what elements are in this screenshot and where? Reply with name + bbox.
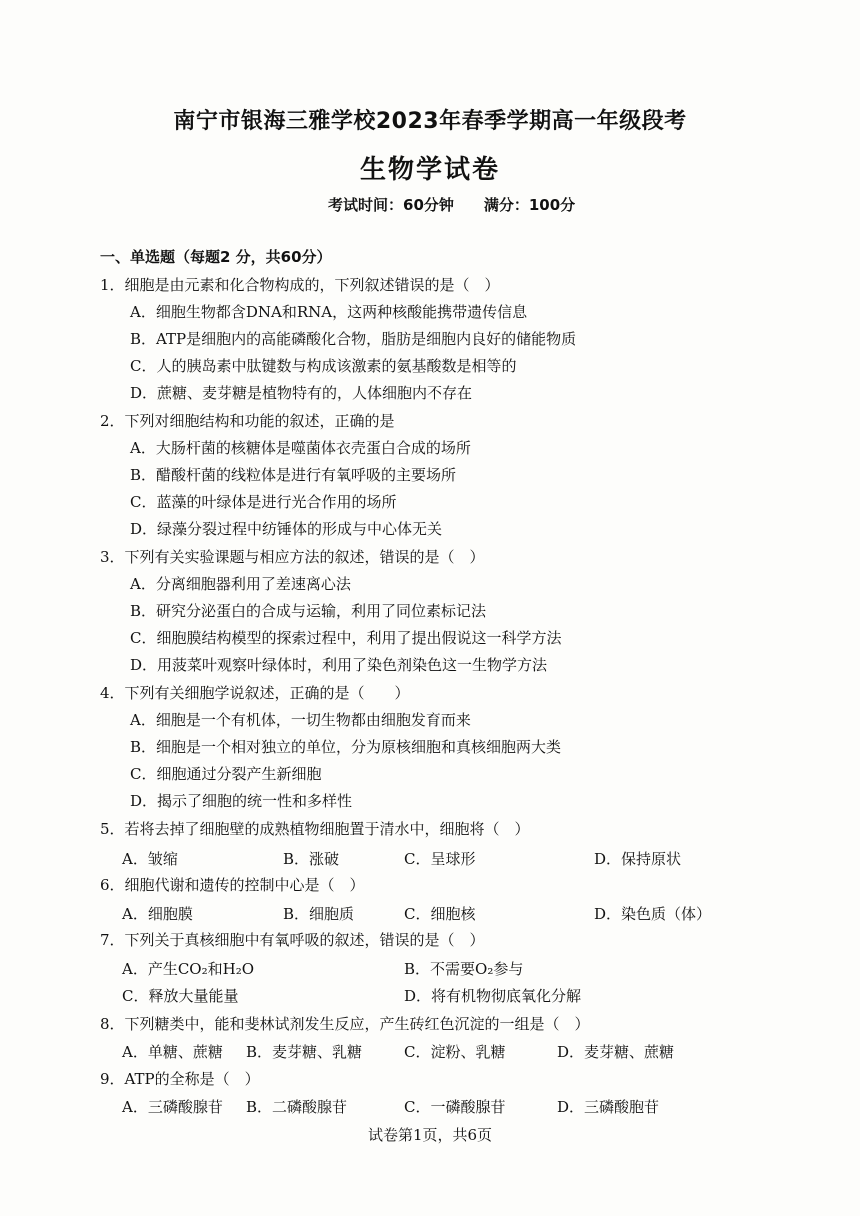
exam-title: 南宁市银海三雅学校2023年春季学期高一年级段考 xyxy=(173,109,687,134)
exam-time: 考试时间：60分钟 xyxy=(328,196,454,214)
question-7-option-d: D．将有机物彻底氧化分解 xyxy=(404,987,582,1005)
question-1-option-d: D．蔗糖、麦芽糖是植物特有的，人体细胞内不存在 xyxy=(130,384,473,402)
page-footer: 试卷第1页，共6页 xyxy=(367,1126,493,1144)
exam-score: 满分：100分 xyxy=(483,196,576,214)
question-9-stem: 9．ATP的全称是（ ） xyxy=(100,1070,260,1088)
question-6-option-d: D．染色质（体） xyxy=(594,905,712,923)
question-8-stem: 8．下列糖类中，能和斐林试剂发生反应，产生砖红色沉淀的一组是（ ） xyxy=(100,1015,590,1033)
section-heading: 一、单选题（每题2 分，共60分） xyxy=(100,248,332,266)
question-4-option-a: A．细胞是一个有机体，一切生物都由细胞发育而来 xyxy=(130,711,471,729)
question-1-stem: 1．细胞是由元素和化合物构成的，下列叙述错误的是（ ） xyxy=(100,276,500,294)
question-4-stem: 4．下列有关细胞学说叙述，正确的是（ ） xyxy=(100,684,410,702)
question-8-option-d: D．麦芽糖、蔗糖 xyxy=(557,1043,675,1061)
question-6-option-b: B．细胞质 xyxy=(283,905,355,923)
question-9-options xyxy=(0,1096,860,1116)
question-5-option-d: D．保持原状 xyxy=(594,850,682,868)
question-1-option-a: A．细胞生物都含DNA和RNA，这两种核酸能携带遗传信息 xyxy=(130,303,528,321)
question-4-option-d: D．揭示了细胞的统一性和多样性 xyxy=(130,792,353,810)
question-9-option-b: B．二磷酸腺苷 xyxy=(246,1098,348,1116)
question-3-stem: 3．下列有关实验课题与相应方法的叙述，错误的是（ ） xyxy=(100,548,485,566)
question-7-option-a: A．产生CO₂和H₂O xyxy=(122,960,255,978)
question-5-options xyxy=(0,848,860,868)
question-8-option-b: B．麦芽糖、乳糖 xyxy=(246,1043,363,1061)
question-3-option-a: A．分离细胞器利用了差速离心法 xyxy=(130,575,351,593)
question-1-option-c: C．人的胰岛素中肽键数与构成该激素的氨基酸数是相等的 xyxy=(130,357,517,375)
question-7-option-b: B．不需要O₂参与 xyxy=(404,960,524,978)
question-6-options xyxy=(0,903,860,923)
question-9-option-a: A．三磷酸腺苷 xyxy=(122,1098,223,1116)
question-2-option-c: C．蓝藻的叶绿体是进行光合作用的场所 xyxy=(130,493,397,511)
question-6-option-a: A．细胞膜 xyxy=(122,905,193,923)
question-7-options-row1 xyxy=(0,958,860,978)
question-3-option-d: D．用菠菜叶观察叶绿体时，利用了染色剂染色这一生物学方法 xyxy=(130,656,548,674)
question-7-option-c: C．释放大量能量 xyxy=(122,987,239,1005)
question-7-options-row2 xyxy=(0,985,860,1005)
question-1-option-b: B．ATP是细胞内的高能磷酸化合物，脂肪是细胞内良好的储能物质 xyxy=(130,330,577,348)
question-3-option-b: B．研究分泌蛋白的合成与运输，利用了同位素标记法 xyxy=(130,602,487,620)
question-2-option-d: D．绿藻分裂过程中纺锤体的形成与中心体无关 xyxy=(130,520,443,538)
question-7-stem: 7．下列关于真核细胞中有氧呼吸的叙述，错误的是（ ） xyxy=(100,931,485,949)
question-5-option-a: A．皱缩 xyxy=(122,850,178,868)
question-9-option-c: C．一磷酸腺苷 xyxy=(404,1098,506,1116)
question-2-option-b: B．醋酸杆菌的线粒体是进行有氧呼吸的主要场所 xyxy=(130,466,457,484)
question-5-option-c: C．呈球形 xyxy=(404,850,476,868)
question-6-stem: 6．细胞代谢和遗传的控制中心是（ ） xyxy=(100,876,365,894)
question-3-option-c: C．细胞膜结构模型的探索过程中，利用了提出假说这一科学方法 xyxy=(130,629,562,647)
question-2-option-a: A．大肠杆菌的核糖体是噬菌体衣壳蛋白合成的场所 xyxy=(130,439,471,457)
exam-meta xyxy=(328,194,575,215)
question-5-option-b: B．涨破 xyxy=(283,850,340,868)
question-4-option-c: C．细胞通过分裂产生新细胞 xyxy=(130,765,322,783)
exam-subtitle: 生物学试卷 xyxy=(359,155,500,185)
question-4-option-b: B．细胞是一个相对独立的单位，分为原核细胞和真核细胞两大类 xyxy=(130,738,562,756)
question-5-stem: 5．若将去掉了细胞壁的成熟植物细胞置于清水中，细胞将（ ） xyxy=(100,820,530,838)
question-2-stem: 2．下列对细胞结构和功能的叙述，正确的是 xyxy=(100,412,395,430)
question-6-option-c: C．细胞核 xyxy=(404,905,476,923)
question-9-option-d: D．三磷酸胞苷 xyxy=(557,1098,660,1116)
question-8-option-a: A．单糖、蔗糖 xyxy=(122,1043,223,1061)
question-8-options xyxy=(0,1041,860,1061)
question-8-option-c: C．淀粉、乳糖 xyxy=(404,1043,506,1061)
